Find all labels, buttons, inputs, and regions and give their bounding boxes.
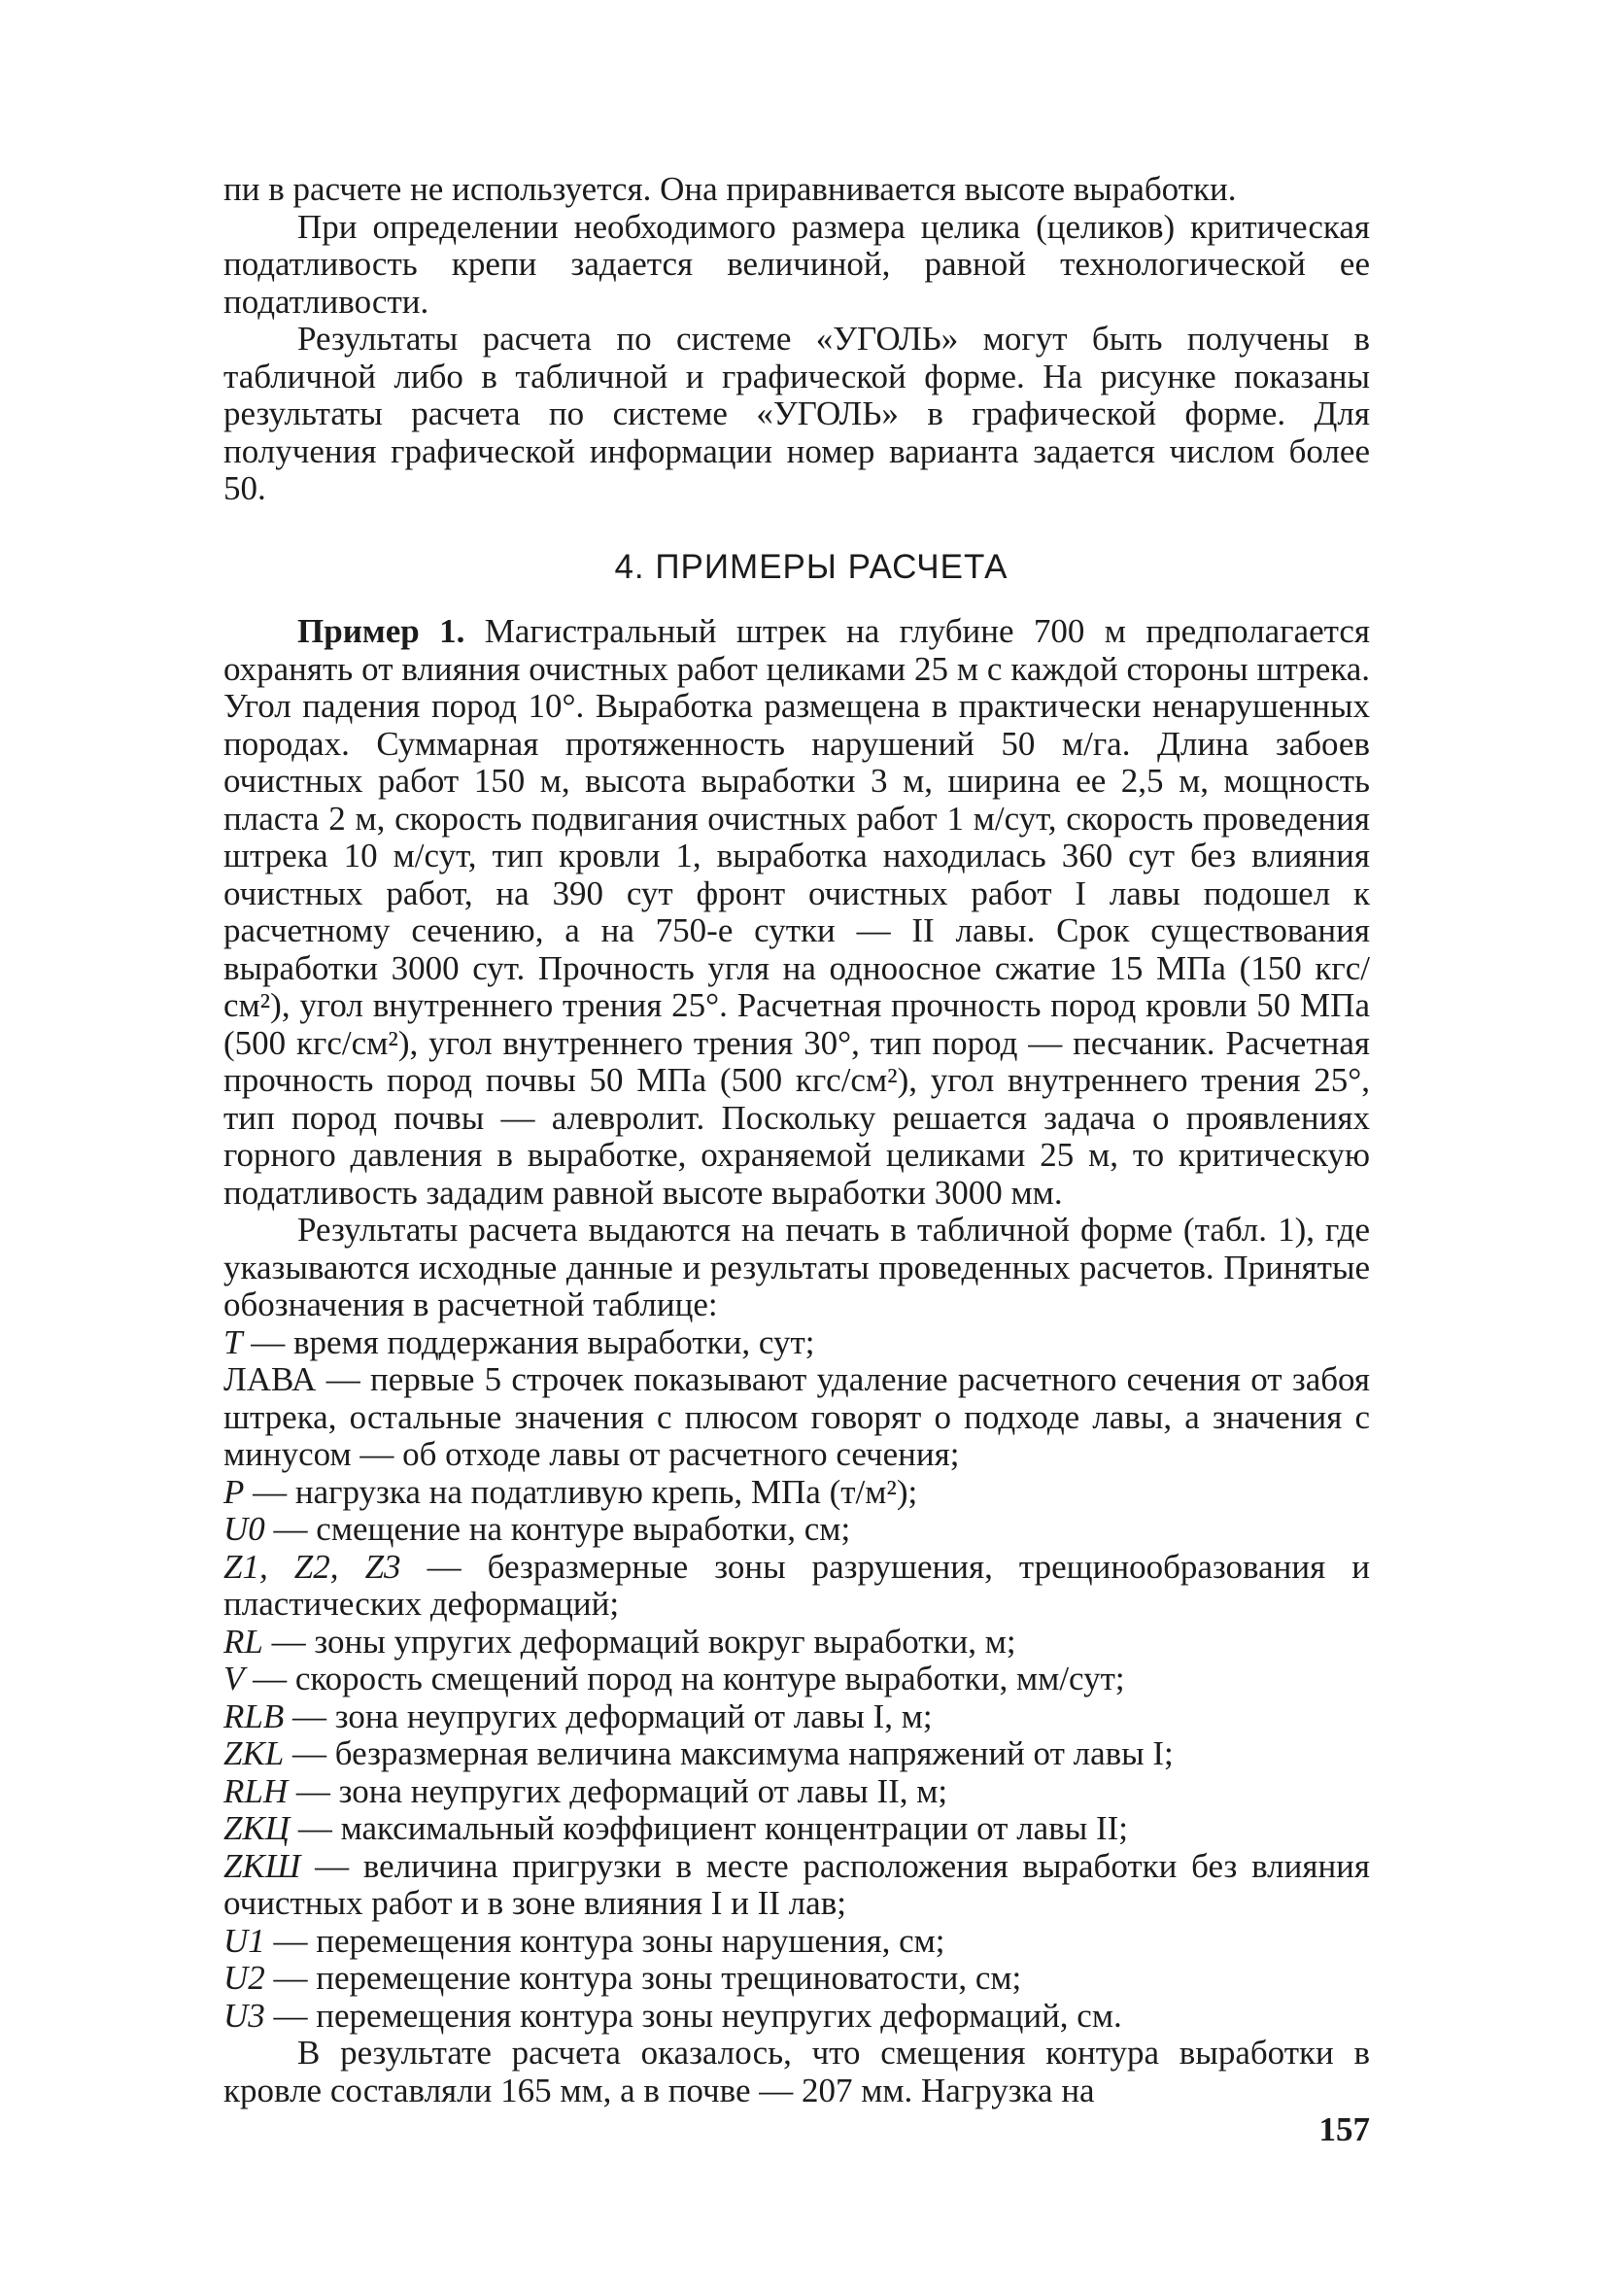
definition-text: — смещение на контуре выработки, см; [264, 1510, 851, 1548]
definition-text: — время поддержания выработки, сут; [242, 1322, 815, 1361]
definition-item [223, 1474, 1370, 1512]
page-text [223, 171, 1370, 2109]
definition-text: — скорость смещений пород на контуре выработки, мм/сут; [244, 1660, 1125, 1697]
definition-symbol: V [223, 1660, 245, 1697]
paragraph-results-form: Результаты расчета по системе «УГОЛЬ» могут быть получены в табличной либо в табличной и графической форме. На рисунке показаны результаты расчета по системе «УГОЛЬ» в графической форме. Для получения графической информации номер варианта задается числом более 50. [223, 320, 1370, 507]
definition-symbol: P [223, 1472, 245, 1511]
definition-text: — безразмерная величина максимума напряжений от лавы I; [284, 1734, 1174, 1772]
example-text: Магистральный штрек на глубине 700 м предполагается охранять от влияния очистных работ целиками 25 м с каждой стороны штрека. Угол падения пород 10°. Выработка размещена в практически ненарушенных породах. Суммарная протяженность нарушений 50 м/га. Длина забоев очистных работ 150 м, высота выработки 3 м, ширина ее 2,5 м, мощность пласта 2 м, скорость подвигания очистных работ 1 м/сут, скорость проведения штрека 10 м/сут, тип кровли 1, выработка находилась 360 сут без влияния очистных работ, на 390 сут фронт очистных работ I лавы подошел к расчетному сечению, а на 750-е сутки — II лавы. Срок существования выработки 3000 сут. Прочность угля на одноосное сжатие 15 МПа (150 кгс/см²), угол внутреннего трения 25°. Расчетная прочность пород кровли 50 МПа (500 кгс/см²), угол внутреннего трения 30°, тип пород — песчаник. Расчетная прочность пород почвы 50 МПа (500 кгс/см²), угол внутреннего трения 25°, тип пород почвы — алевролит. Поскольку решается задача о проявлениях горного давления в выработке, охраняемой целиками 25 м, то критическую податливость зададим равной высоте выработки 3000 мм. [223, 612, 1370, 1212]
definition-item [223, 1361, 1370, 1474]
definition-symbol: RL [223, 1622, 263, 1661]
definition-text: — зоны упругих деформаций вокруг выработки, м; [262, 1622, 1016, 1661]
definition-item [223, 1923, 1370, 1961]
definition-item [223, 1848, 1370, 1923]
example-label: Пример 1. [297, 612, 465, 650]
definition-symbol: U1 [223, 1921, 265, 1960]
definition-symbol: ZKL [223, 1734, 285, 1772]
definition-item [223, 1549, 1370, 1624]
definition-item [223, 1624, 1370, 1662]
page-number: 157 [1318, 2110, 1370, 2148]
definition-symbol: ZKЦ [223, 1809, 291, 1847]
definition-text: — величина пригрузки в месте расположения выработки без влияния очистных работ и в зоне влияния I и II лав; [223, 1846, 1370, 1922]
definition-symbol: ZKШ [223, 1846, 301, 1885]
definition-text: — нагрузка на податливую крепь, МПа (т/м²); [244, 1472, 918, 1511]
definition-text: — безразмерные зоны разрушения, трещинообразования и пластических деформаций; [223, 1547, 1371, 1623]
definition-symbol: ЛАВА [223, 1360, 317, 1398]
definition-text: — перемещение контура зоны трещиноватости, см; [264, 1959, 1022, 1997]
definition-item [223, 1960, 1370, 1998]
definitions-list [223, 1324, 1370, 2036]
paragraph-results-intro: Результаты расчета выдаются на печать в табличной форме (табл. 1), где указываются исходные данные и результаты проведенных расчетов. Принятые обозначения в расчетной таблице: [223, 1211, 1370, 1323]
definition-symbol: RLH [223, 1771, 289, 1810]
section-heading: 4. ПРИМЕРЫ РАСЧЕТА [614, 547, 1009, 586]
definition-item [223, 1511, 1370, 1549]
definition-item [223, 1998, 1370, 2036]
definition-symbol: T [223, 1322, 243, 1361]
definition-item [223, 1810, 1370, 1848]
definition-text: — зона неупругих деформаций от лавы I, м; [284, 1696, 933, 1735]
definition-item [223, 1661, 1370, 1698]
definition-item [223, 1735, 1370, 1773]
paragraph-pillar-size: При определении необходимого размера целика (целиков) критическая податливость крепи задается величиной, равной технологической ее податливости. [223, 207, 1370, 321]
definition-text: — перемещения контура зоны нарушения, см; [264, 1921, 945, 1960]
definition-text: — зона неупругих деформаций от лавы II, м; [288, 1771, 948, 1810]
definition-symbol: U0 [223, 1510, 265, 1548]
definition-item [223, 1698, 1370, 1736]
paragraph-example-1 [223, 613, 1370, 1212]
definition-symbol: Z1, Z2, Z3 [223, 1547, 401, 1586]
definition-text: — максимальный коэффициент концентрации от лавы II; [290, 1809, 1129, 1847]
definition-text: — первые 5 строчек показывают удаление расчетного сечения от забоя штрека, остальные значения с плюсом говорят о подходе лавы, а значения с минусом — об отходе лавы от расчетного сечения; [223, 1360, 1370, 1473]
paragraph-closing: В результате расчета оказалось, что смещения контура выработки в кровле составляли 165 мм, а в почве — 207 мм. Нагрузка на [223, 2034, 1370, 2109]
definition-symbol: RLB [223, 1696, 285, 1735]
definition-symbol: U3 [223, 1996, 265, 2035]
definition-text: — перемещения контура зоны неупругих деформаций, см. [264, 1996, 1122, 2035]
definition-item [223, 1773, 1370, 1811]
paragraph-continuation: пи в расчете не используется. Она приравнивается высоте выработки. [223, 170, 1237, 208]
definition-symbol: U2 [223, 1959, 265, 1997]
definition-item [223, 1324, 1370, 1362]
